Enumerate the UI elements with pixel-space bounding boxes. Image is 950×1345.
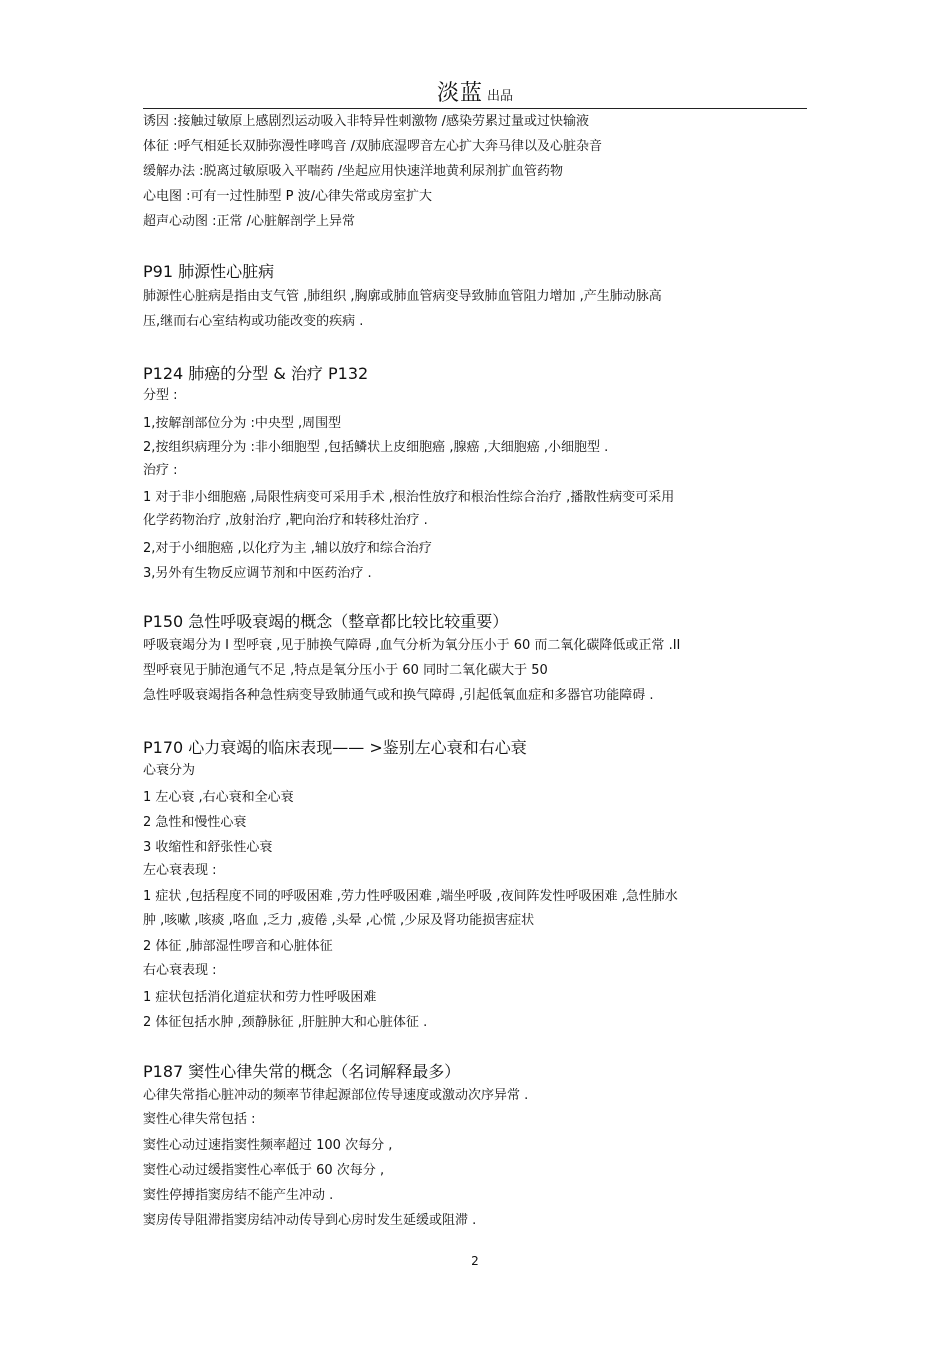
section-title: P187 窦性心律失常的概念（名词解释最多）: [143, 1062, 461, 1081]
header-subtitle: 出品: [487, 89, 514, 104]
section-line: 右心衰表现 :: [143, 963, 217, 978]
header-divider: [143, 108, 807, 109]
section-title: P91 肺源性心脏病: [143, 262, 275, 281]
section-line: 2,对于小细胞癌 ,以化疗为主 ,辅以放疗和综合治疗: [143, 541, 432, 556]
intro-line: 体征 :呼气相延长双肺弥漫性哮鸣音 /双肺底湿啰音左心扩大奔马律以及心脏杂音: [143, 139, 603, 154]
section-title: P124 肺癌的分型 & 治疗 P132: [143, 364, 369, 383]
section-line: 2 体征包括水肿 ,颈静脉征 ,肝脏肿大和心脏体征 .: [143, 1015, 428, 1030]
section-line: 压,继而右心室结构或功能改变的疾病 .: [143, 314, 364, 329]
section-title: P170 心力衰竭的临床表现—— >鉴别左心衰和右心衰: [143, 738, 527, 757]
section-line: 窦性心动过缓指窦性心率低于 60 次每分 ,: [143, 1163, 385, 1178]
header-brand: 淡蓝: [436, 81, 483, 106]
section-line: 心律失常指心脏冲动的频率节律起源部位传导速度或激动次序异常 .: [143, 1088, 529, 1103]
section-line: 化学药物治疗 ,放射治疗 ,靶向治疗和转移灶治疗 .: [143, 513, 428, 528]
section-line: 型呼衰见于肺泡通气不足 ,特点是氧分压小于 60 同时二氧化碳大于 50: [143, 663, 548, 678]
section-line: 2,按组织病理分为 :非小细胞型 ,包括鳞状上皮细胞癌 ,腺癌 ,大细胞癌 ,小细胞型 .: [143, 440, 609, 455]
section-line: 治疗 :: [143, 463, 178, 478]
section-line: 1 左心衰 ,右心衰和全心衰: [143, 790, 294, 805]
section-title: P150 急性呼吸衰竭的概念（整章都比较比较重要）: [143, 612, 509, 631]
section-line: 窦性停搏指窦房结不能产生冲动 .: [143, 1188, 334, 1203]
section-line: 左心衰表现 :: [143, 863, 217, 878]
section-line: 呼吸衰竭分为 I 型呼衰 ,见于肺换气障碍 ,血气分析为氧分压小于 60 而二氧化碳降低或正常 .II: [143, 638, 681, 653]
section-line: 窦房传导阻滞指窦房结冲动传导到心房时发生延缓或阻滞 .: [143, 1213, 477, 1228]
intro-line: 诱因 :接触过敏原上感剧烈运动吸入非特异性刺激物 /感染劳累过量或过快输液: [143, 114, 590, 129]
section-line: 肿 ,咳嗽 ,咳痰 ,咯血 ,乏力 ,疲倦 ,头晕 ,心慌 ,少尿及肾功能损害症状: [143, 913, 535, 928]
section-line: 1 对于非小细胞癌 ,局限性病变可采用手术 ,根治性放疗和根治性综合治疗 ,播散性病变可采用: [143, 490, 675, 505]
section-line: 急性呼吸衰竭指各种急性病变导致肺通气或和换气障碍 ,引起低氧血症和多器官功能障碍 .: [143, 688, 654, 703]
section-line: 3 收缩性和舒张性心衰: [143, 840, 273, 855]
section-line: 1,按解剖部位分为 :中央型 ,周围型: [143, 416, 342, 431]
section-line: 肺源性心脏病是指由支气管 ,肺组织 ,胸廓或肺血管病变导致肺血管阻力增加 ,产生肺动脉高: [143, 289, 662, 304]
section-line: 2 急性和慢性心衰: [143, 815, 247, 830]
page-number: 2: [471, 1254, 479, 1268]
intro-line: 超声心动图 :正常 /心脏解剖学上异常: [143, 214, 356, 229]
section-line: 2 体征 ,肺部湿性啰音和心脏体征: [143, 939, 333, 954]
intro-line: 缓解办法 :脱离过敏原吸入平喘药 /坐起应用快速洋地黄利尿剂扩血管药物: [143, 164, 564, 179]
page-header: [143, 76, 807, 107]
section-line: 3,另外有生物反应调节剂和中医药治疗 .: [143, 566, 372, 581]
section-line: 窦性心律失常包括 :: [143, 1112, 256, 1127]
section-line: 1 症状 ,包括程度不同的呼吸困难 ,劳力性呼吸困难 ,端坐呼吸 ,夜间阵发性呼吸困难 ,急性肺水: [143, 889, 678, 904]
section-line: 心衰分为: [143, 763, 196, 778]
section-line: 窦性心动过速指窦性频率超过 100 次每分 ,: [143, 1138, 393, 1153]
section-line: 1 症状包括消化道症状和劳力性呼吸困难: [143, 990, 377, 1005]
intro-line: 心电图 :可有一过性肺型 P 波/心律失常或房室扩大: [143, 189, 432, 204]
section-line: 分型 :: [143, 388, 178, 403]
